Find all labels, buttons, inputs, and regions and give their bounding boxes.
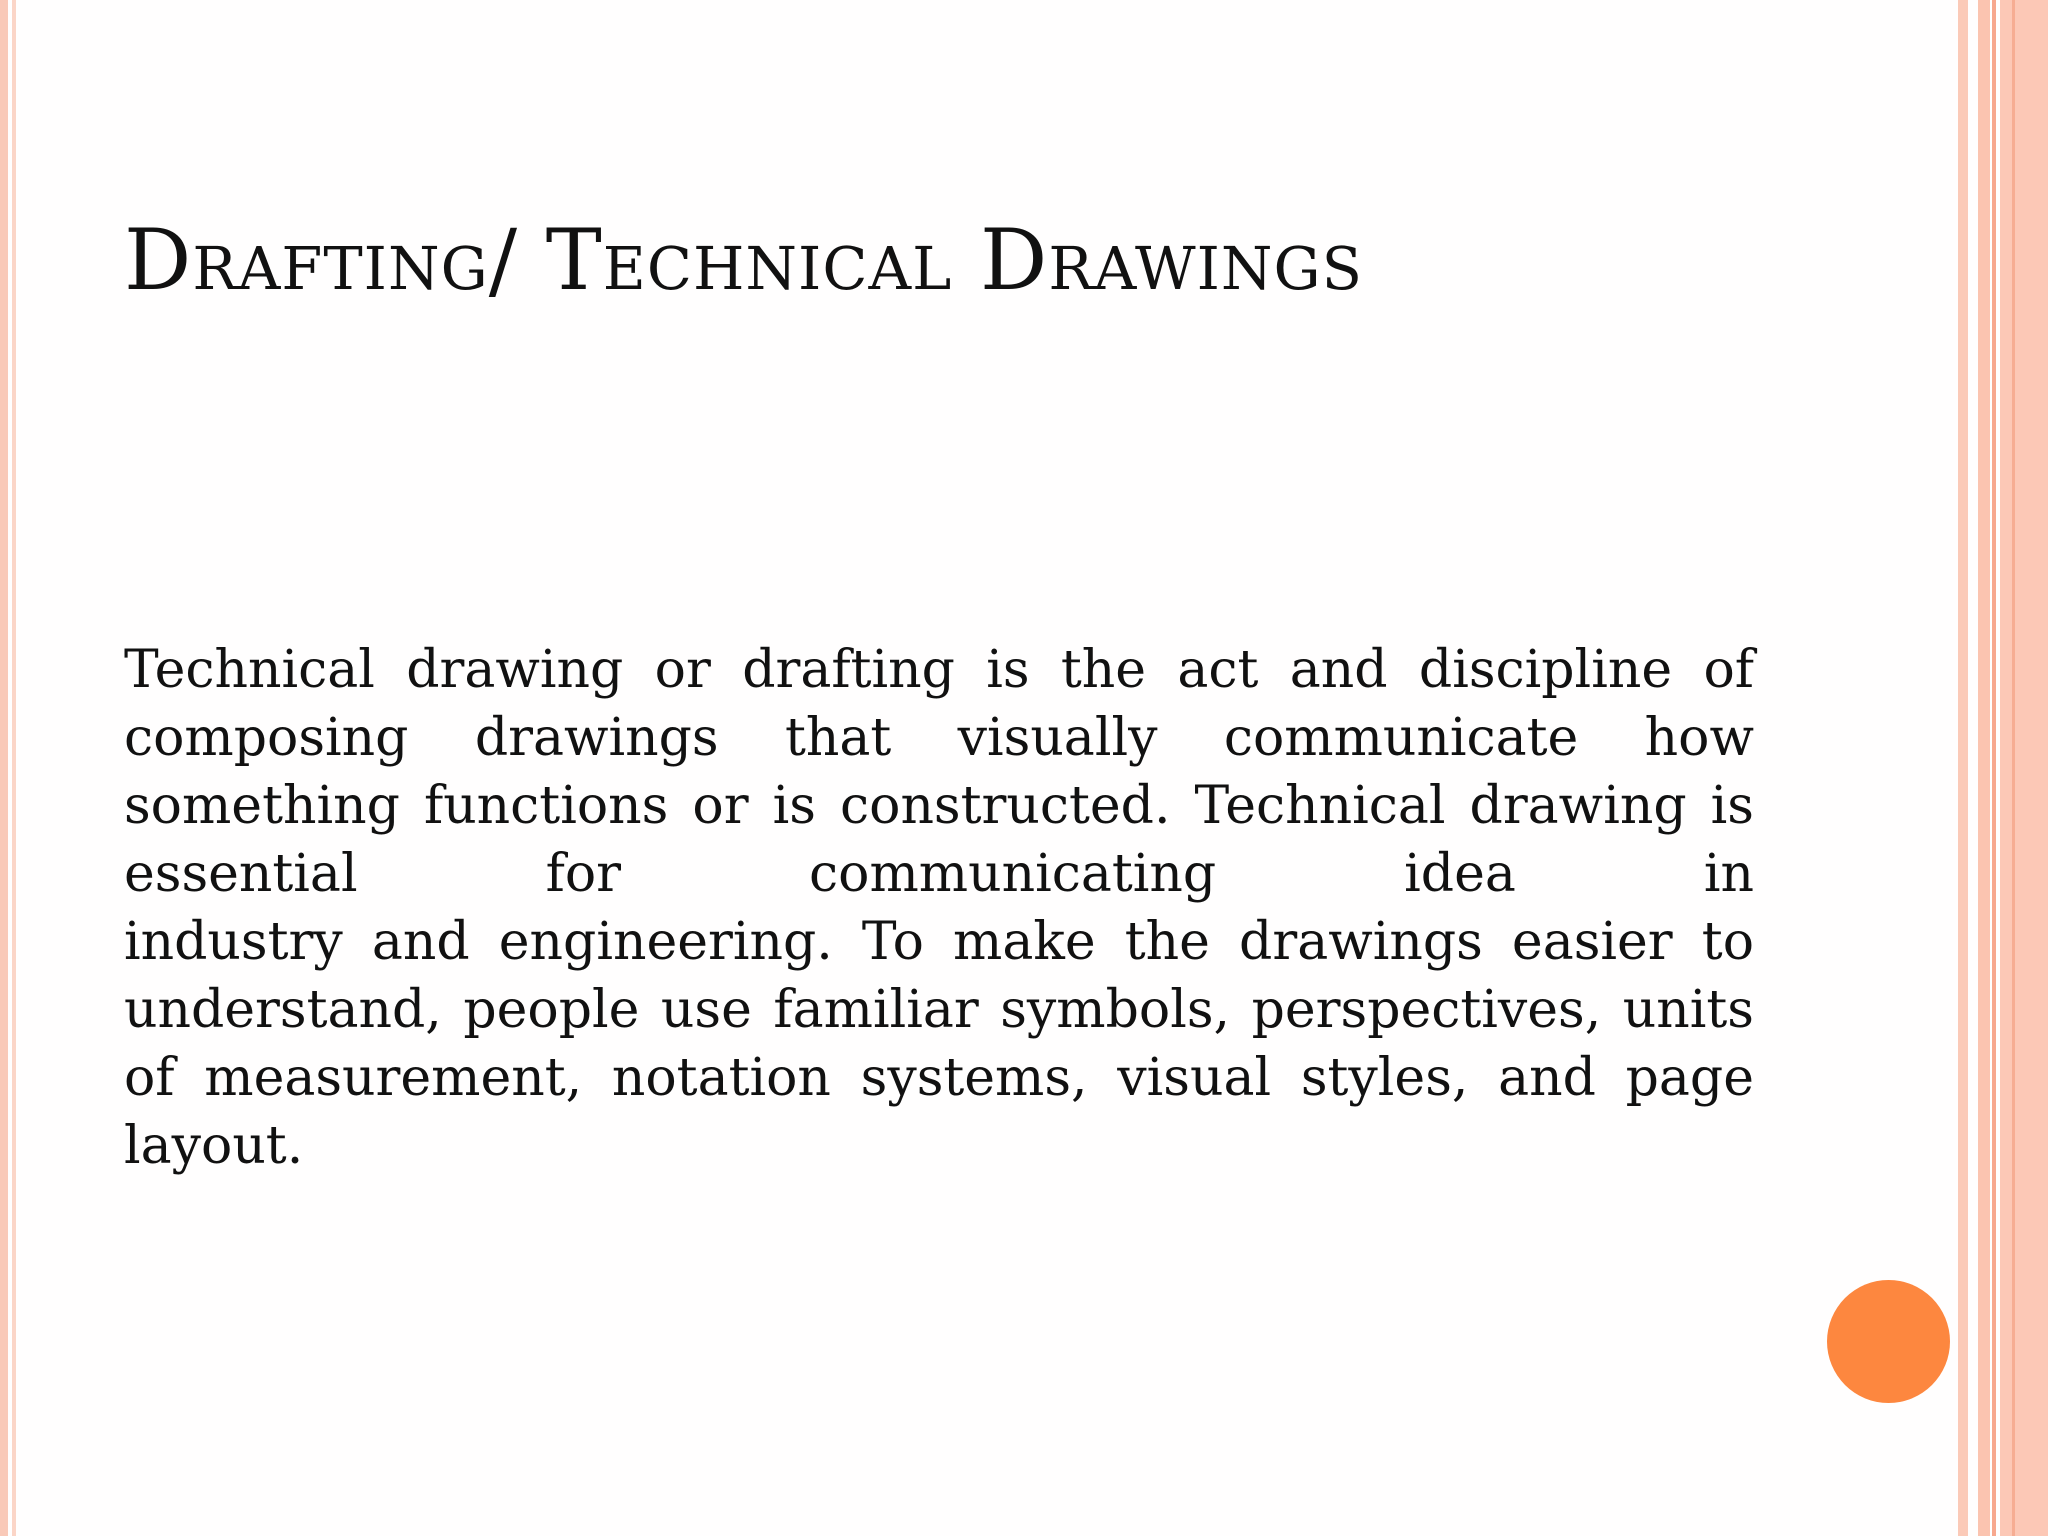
- right-border-line-1: [1958, 0, 1968, 1536]
- body-line: understand, people use familiar symbols, perspectives, units: [124, 980, 1754, 1040]
- left-border-line: [12, 0, 16, 1536]
- left-border-band: [0, 0, 8, 1536]
- right-border-line-3: [1992, 0, 1996, 1536]
- body-line: something functions or is constructed. Technical drawing is: [124, 776, 1754, 836]
- accent-circle: [1827, 1280, 1950, 1403]
- right-border-line-4: [2012, 0, 2015, 1536]
- slide-body: [124, 636, 1754, 1180]
- right-border-band: [2000, 0, 2048, 1536]
- body-line: Technical drawing or drafting is the act and discipline of: [124, 640, 1754, 700]
- slide-title: Drafting/ Technical Drawings: [124, 211, 1364, 309]
- body-line: of measurement, notation systems, visual styles, and page: [124, 1048, 1754, 1108]
- body-line: essential for communicating idea in: [124, 844, 1754, 904]
- body-line: industry and engineering. To make the drawings easier to: [124, 912, 1754, 972]
- right-border-line-2: [1978, 0, 1990, 1536]
- body-line: layout.: [124, 1116, 304, 1176]
- body-line: composing drawings that visually communicate how: [124, 708, 1754, 768]
